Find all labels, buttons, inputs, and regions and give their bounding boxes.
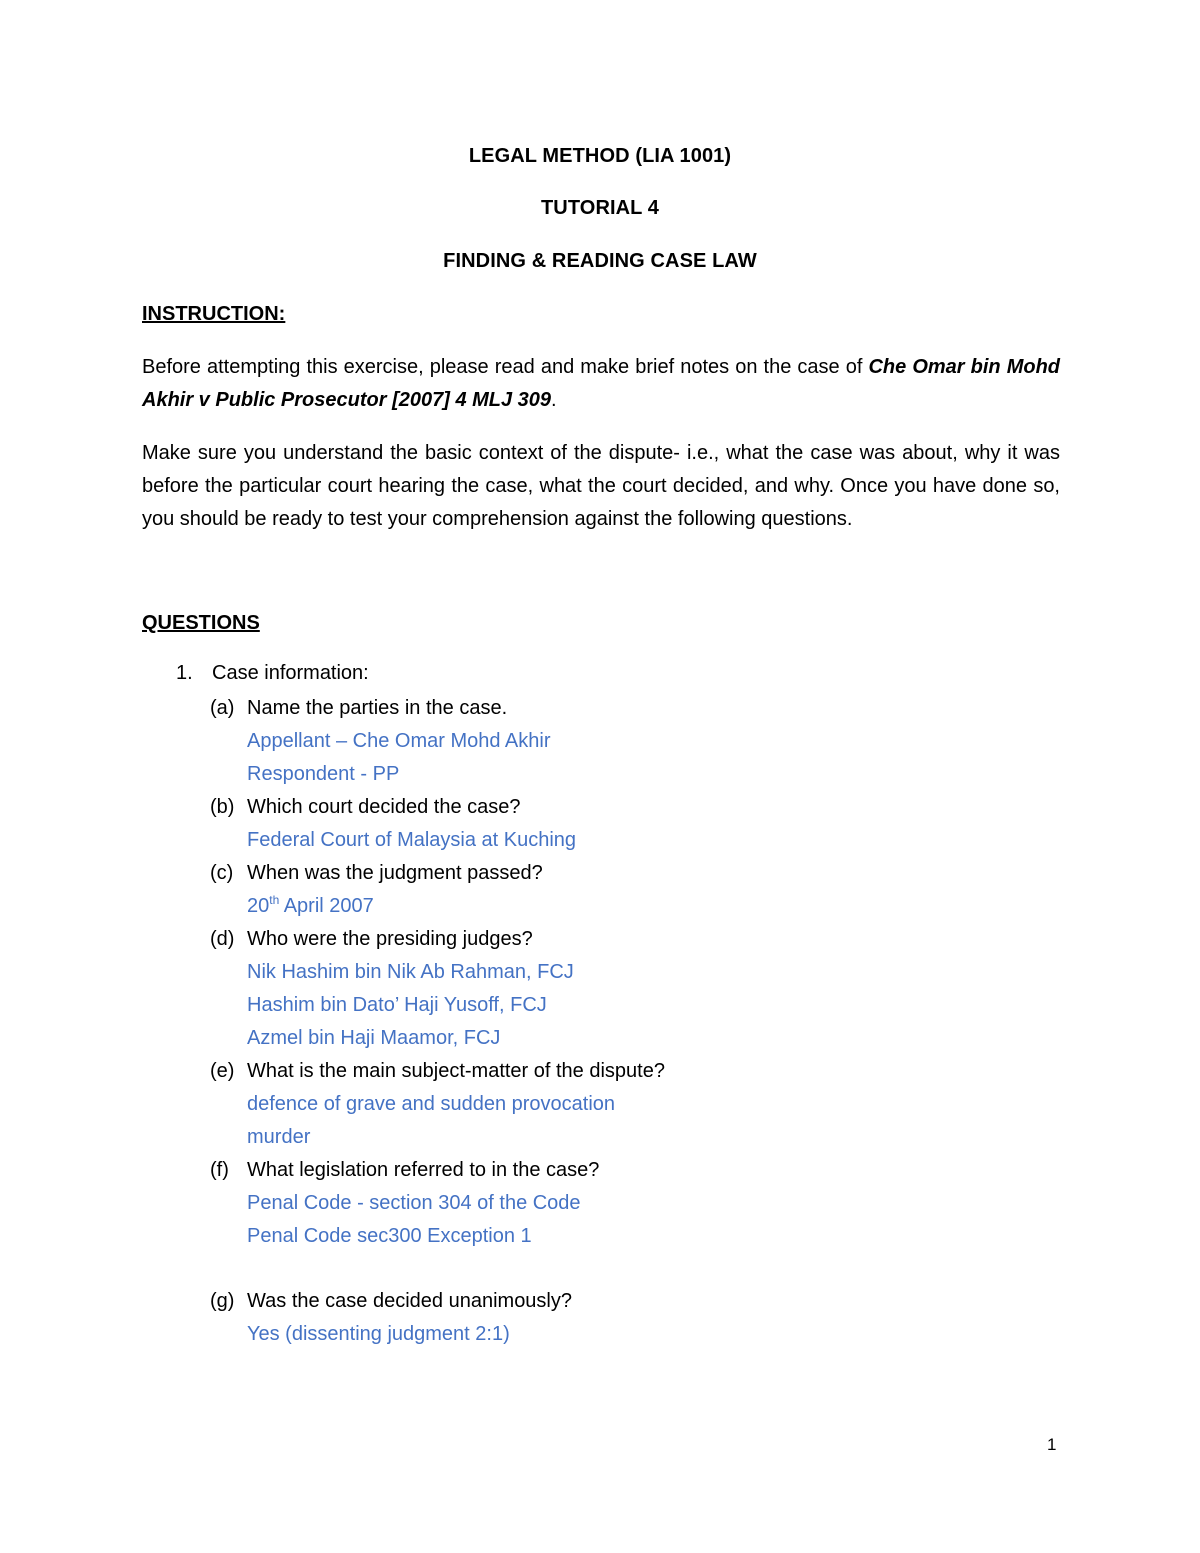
question-1 xyxy=(176,662,369,685)
course-title: LEGAL METHOD (LIA 1001) xyxy=(468,145,732,167)
sub-question-e xyxy=(210,1055,665,1088)
sub-question-f xyxy=(210,1154,599,1187)
sub-question-a xyxy=(210,692,507,725)
answer-c-rest: April 2007 xyxy=(279,895,374,917)
answer-d-3: Azmel bin Haji Maamor, FCJ xyxy=(247,1027,501,1049)
answer-d-2: Hashim bin Dato’ Haji Yusoff, FCJ xyxy=(247,994,547,1016)
answer-f-1: Penal Code - section 304 of the Code xyxy=(247,1192,581,1214)
sub-question-c xyxy=(210,857,543,890)
sub-question-g xyxy=(210,1285,572,1318)
sub-question-d xyxy=(210,923,533,956)
instruction-paragraph-2: Make sure you understand the basic context of the dispute- i.e., what the case was about, why it was before the particular court hearing the case, what the court decided, and why. Once you have done so, you should be ready to test your comprehension against the following questions. xyxy=(142,442,1060,530)
question-1-number: 1. xyxy=(176,662,193,684)
sub-question-letter: (b) xyxy=(210,796,235,818)
tutorial-title: TUTORIAL 4 xyxy=(540,197,660,219)
sub-question-letter: (c) xyxy=(210,862,234,884)
para1-prefix: Before attempting this exercise, please read and make brief notes on the case of xyxy=(142,356,869,378)
sub-question-text: Name the parties in the case. xyxy=(247,697,508,719)
answer-c-suffix: th xyxy=(269,893,280,907)
para1-suffix: . xyxy=(551,389,557,411)
case-citation: Che Omar bin Mohd Akhir v Public Prosecutor [2007] 4 MLJ 309 xyxy=(142,356,1061,411)
answer-b-1: Federal Court of Malaysia at Kuching xyxy=(247,829,577,851)
questions-label: QUESTIONS xyxy=(142,612,260,634)
sub-question-text: What is the main subject-matter of the dispute? xyxy=(247,1060,665,1082)
sub-question-letter: (g) xyxy=(210,1290,235,1312)
instruction-paragraph-1 xyxy=(142,351,1060,417)
sub-question-text: Who were the presiding judges? xyxy=(247,928,533,950)
answer-e-1: defence of grave and sudden provocation xyxy=(247,1093,616,1115)
sub-question-letter: (e) xyxy=(210,1060,235,1082)
topic-title: FINDING & READING CASE LAW xyxy=(443,250,757,272)
page-number: 1 xyxy=(1047,1435,1057,1454)
sub-question-b xyxy=(210,791,521,824)
sub-question-text: Which court decided the case? xyxy=(247,796,521,818)
answer-f-2: Penal Code sec300 Exception 1 xyxy=(247,1225,532,1247)
sub-question-letter: (f) xyxy=(210,1159,229,1181)
sub-question-letter: (d) xyxy=(210,928,235,950)
sub-question-text: Was the case decided unanimously? xyxy=(247,1290,572,1312)
instruction-label: INSTRUCTION: xyxy=(142,303,286,325)
answer-d-1: Nik Hashim bin Nik Ab Rahman, FCJ xyxy=(247,961,574,983)
sub-question-text: When was the judgment passed? xyxy=(247,862,543,884)
answer-a-2: Respondent - PP xyxy=(247,763,400,785)
answer-e-2: murder xyxy=(247,1126,311,1148)
answer-a-1: Appellant – Che Omar Mohd Akhir xyxy=(247,730,551,752)
question-1-text: Case information: xyxy=(212,662,369,684)
sub-question-text: What legislation referred to in the case? xyxy=(247,1159,600,1181)
answer-c-1 xyxy=(247,890,374,923)
answer-g-1: Yes (dissenting judgment 2:1) xyxy=(247,1323,510,1345)
answer-c-day: 20 xyxy=(247,895,270,917)
sub-question-letter: (a) xyxy=(210,697,235,719)
